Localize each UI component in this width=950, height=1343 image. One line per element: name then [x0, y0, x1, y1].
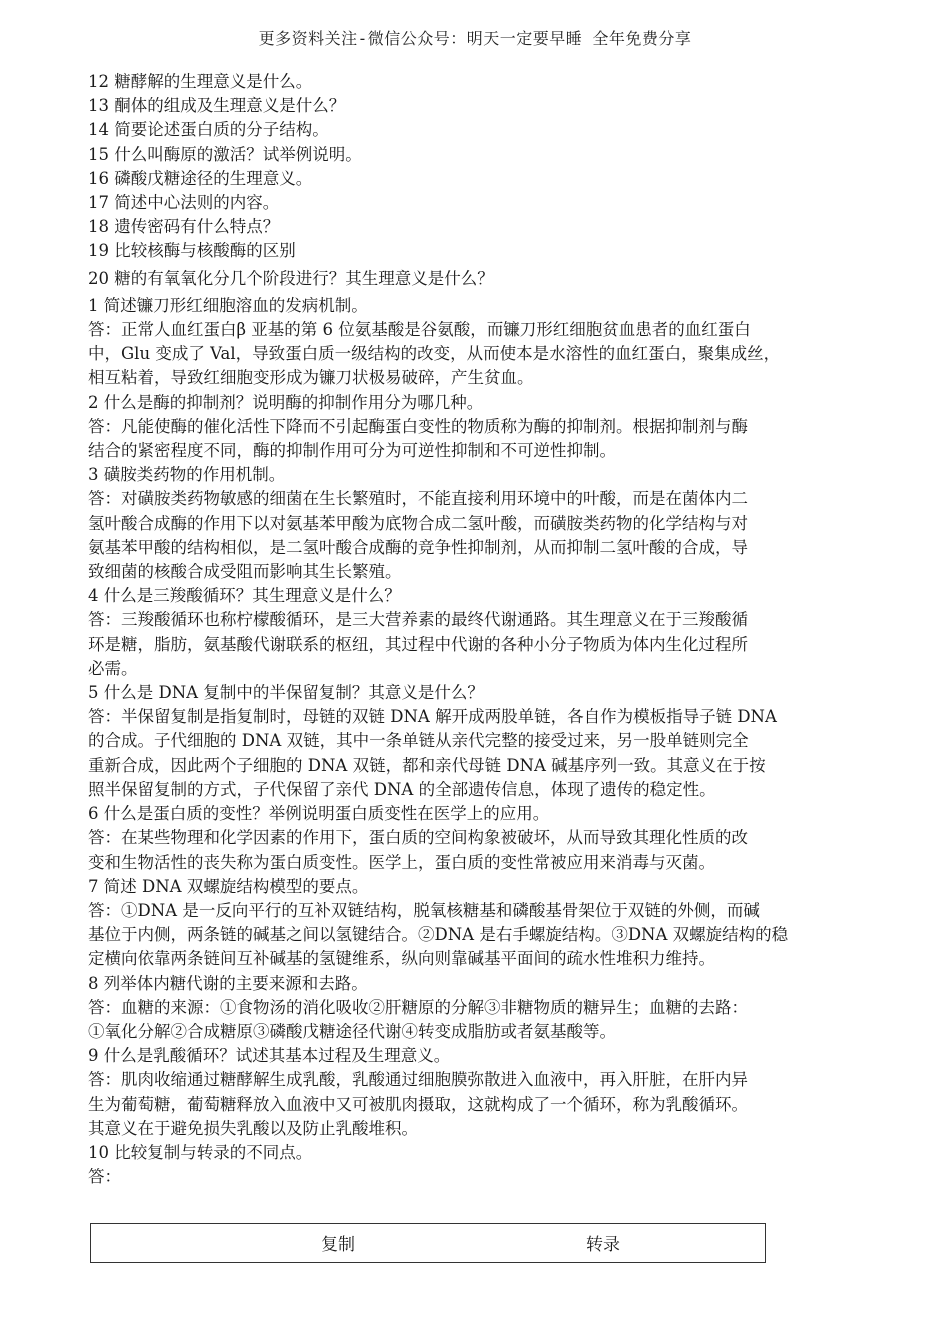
text-line: 变和生物活性的丧失称为蛋白质变性。医学上，蛋白质的变性常被应用来消毒与灭菌。: [88, 852, 715, 872]
text-line: 2 什么是酶的抑制剂？说明酶的抑制作用分为哪几种。: [88, 392, 484, 412]
text-line: 氨基苯甲酸的结构相似，是二氢叶酸合成酶的竞争性抑制剂，从而抑制二氢叶酸的合成，导: [88, 537, 748, 557]
text-line: 10 比较复制与转录的不同点。: [88, 1142, 313, 1162]
page-header: 更多资料关注-微信公众号：明天一定要早睡 全年免费分享: [258, 29, 692, 48]
text-line: 4 什么是三羧酸循环？其生理意义是什么？: [88, 586, 401, 606]
text-line: 20 糖的有氧氧化分几个阶段进行？其生理意义是什么？: [88, 268, 494, 288]
text-line: 5 什么是 DNA 复制中的半保留复制？其意义是什么？: [88, 683, 484, 703]
table-header-transcription: 转录: [586, 1235, 620, 1255]
text-line: 答：正常人血红蛋白β 亚基的第 6 位氨基酸是谷氨酸，而镰刀形红细胞贫血患者的血红蛋白: [88, 320, 751, 340]
text-line: 答：血糖的来源：①食物汤的消化吸收②肝糖原的分解③非糖物质的糖异生；血糖的去路：: [88, 997, 748, 1017]
text-line: 13 酮体的组成及生理意义是什么？: [88, 96, 346, 116]
text-line: 答：三羧酸循环也称柠檬酸循环，是三大营养素的最终代谢通路。其生理意义在于三羧酸循: [88, 610, 748, 630]
text-line: 8 列举体内糖代谢的主要来源和去路。: [88, 973, 368, 993]
text-line: 1 简述镰刀形红细胞溶血的发病机制。: [88, 295, 368, 315]
text-line: 致细菌的核酸合成受阻而影响其生长繁殖。: [88, 562, 402, 582]
text-line: 答：对磺胺类药物敏感的细菌在生长繁殖时，不能直接利用环境中的叶酸，而是在菌体内二: [88, 489, 748, 509]
comparison-table: [90, 1223, 766, 1263]
text-line: 14 简要论述蛋白质的分子结构。: [88, 120, 329, 140]
text-line: 16 磷酸戊糖途径的生理意义。: [88, 168, 313, 188]
table-header-replication: 复制: [321, 1235, 355, 1255]
text-line: 中，Glu 变成了 Val，导致蛋白质一级结构的改变，从而使本是水溶性的血红蛋白，聚集成丝，: [88, 344, 781, 364]
text-line: 答：肌肉收缩通过糖酵解生成乳酸，乳酸通过细胞膜弥散进入血液中，再入肝脏，在肝内异: [88, 1070, 748, 1090]
document-body: [88, 70, 864, 1189]
text-line: 15 什么叫酶原的激活？试举例说明。: [88, 144, 362, 164]
text-line: 答：①DNA 是一反向平行的互补双链结构，脱氧核糖基和磷酸基骨架位于双链的外侧，而碱: [88, 900, 760, 920]
text-line: 7 简述 DNA 双螺旋结构模型的要点。: [88, 876, 369, 896]
text-line: 相互粘着，导致红细胞变形成为镰刀状极易破碎，产生贫血。: [88, 368, 534, 388]
text-line: 氢叶酸合成酶的作用下以对氨基苯甲酸为底物合成二氢叶酸，而磺胺类药物的化学结构与对: [88, 513, 748, 533]
text-line: 6 什么是蛋白质的变性？举例说明蛋白质变性在医学上的应用。: [88, 804, 550, 824]
text-line: 12 糖酵解的生理意义是什么。: [88, 72, 313, 91]
text-line: 基位于内侧，两条链的碱基之间以氢键结合。②DNA 是右手螺旋结构。③DNA 双螺旋结构的稳: [88, 925, 789, 945]
text-line: 生为葡萄糖，葡萄糖释放入血液中又可被肌肉摄取，这就构成了一个循环，称为乳酸循环。: [88, 1094, 748, 1114]
text-line: 重新合成，因此两个子细胞的 DNA 双链，都和亲代母链 DNA 碱基序列一致。其意义在于按: [88, 755, 766, 775]
text-line: 环是糖，脂肪，氨基酸代谢联系的枢纽，其过程中代谢的各种小分子物质为体内生化过程所: [88, 634, 748, 654]
text-line: 3 磺胺类药物的作用机制。: [88, 465, 286, 485]
text-line: 定横向依靠两条链间互补碱基的氢键维系，纵向则靠碱基平面间的疏水性堆积力维持。: [88, 949, 715, 969]
text-line: 答：半保留复制是指复制时，母链的双链 DNA 解开成两股单链，各自作为模板指导子链 DNA: [88, 707, 777, 727]
text-line: 的合成。子代细胞的 DNA 双链，其中一条单链从亲代完整的接受过来，另一股单链则完全: [88, 731, 749, 751]
text-line: 19 比较核酶与核酸酶的区别: [88, 241, 296, 261]
text-line: ①氧化分解②合成糖原③磷酸戊糖途径代谢④转变成脂肪或者氨基酸等。: [88, 1021, 616, 1041]
text-line: 17 简述中心法则的内容。: [88, 193, 280, 213]
text-line: 9 什么是乳酸循环？试述其基本过程及生理意义。: [88, 1046, 451, 1066]
text-line: 答：凡能使酶的催化活性下降而不引起酶蛋白变性的物质称为酶的抑制剂。根据抑制剂与酶: [88, 416, 748, 436]
text-line: 结合的紧密程度不同，酶的抑制作用可分为可逆性抑制和不可逆性抑制。: [88, 441, 616, 461]
text-line: 18 遗传密码有什么特点？: [88, 217, 280, 237]
text-line: 答：: [88, 1167, 121, 1187]
text-line: 答：在某些物理和化学因素的作用下，蛋白质的空间构象被破坏，从而导致其理化性质的改: [88, 828, 748, 848]
text-line: 必需。: [88, 658, 138, 678]
text-line: 照半保留复制的方式，子代保留了亲代 DNA 的全部遗传信息，体现了遗传的稳定性。: [88, 779, 716, 799]
text-line: 其意义在于避免损失乳酸以及防止乳酸堆积。: [88, 1118, 418, 1138]
